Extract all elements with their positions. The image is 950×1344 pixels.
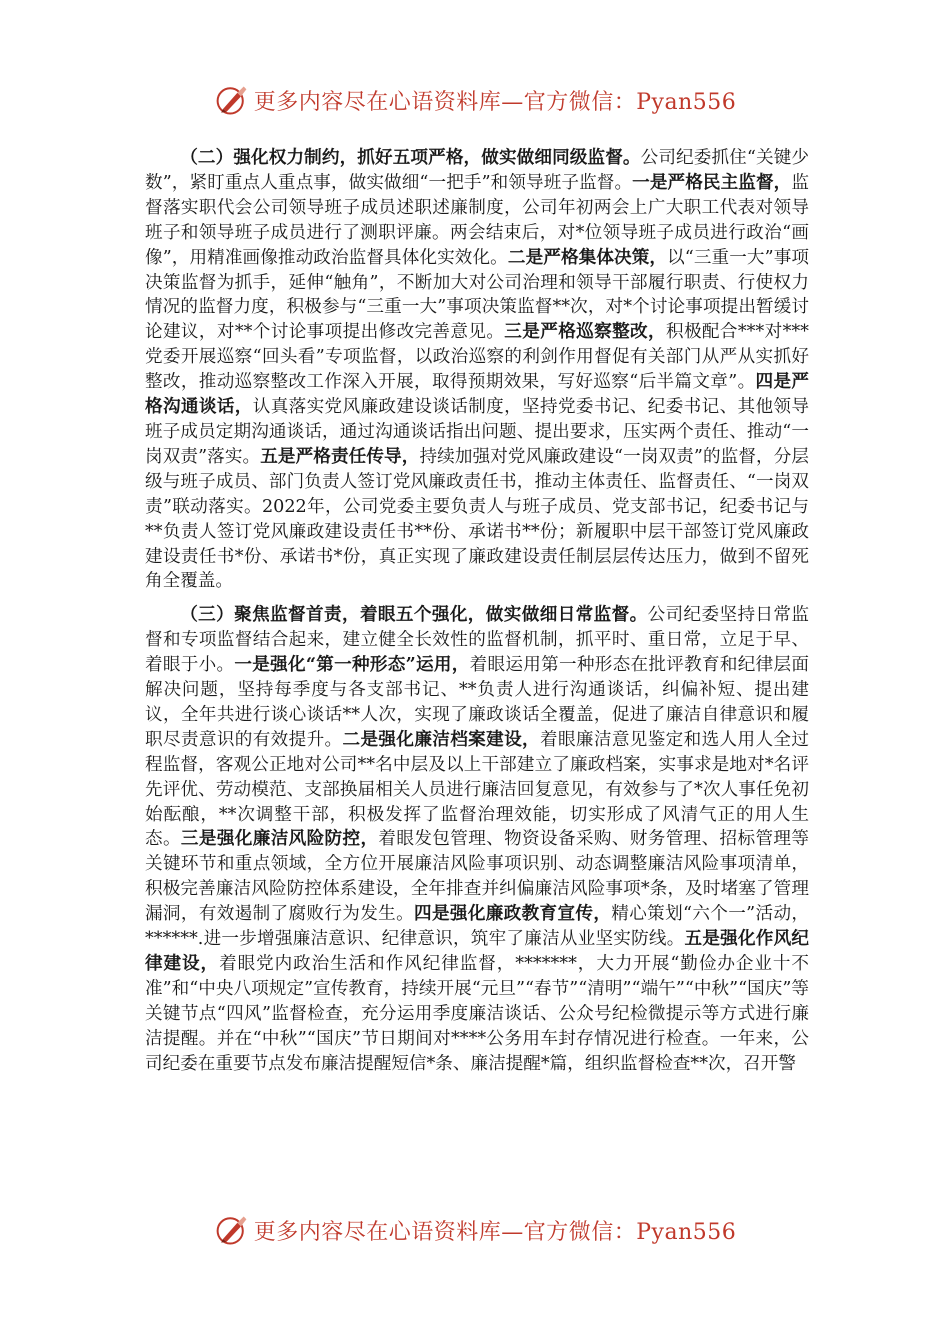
paragraph <box>145 146 809 594</box>
pen-logo-icon <box>214 1212 250 1248</box>
body-text: 认真落实党风廉政建设谈话制度，坚持党委书记、纪委书记、其他领导班子成员定期沟通谈话，通过沟通谈话指出问题、提出要求，压实两个责任、推动“一岗双责”落实。 <box>145 397 809 467</box>
paragraph <box>145 603 809 1076</box>
bold-heading: 五是强化作风纪律建设， <box>145 928 809 974</box>
bold-heading: 二是严格集体决策， <box>507 246 668 268</box>
body-text: 公司纪委抓住“关键少数”，紧盯重点人重点事，做实做细“一把手”和领导班子监督。 <box>145 148 809 193</box>
body-text: 着眼发包管理、物资设备采购、财务管理、招标管理等关键环节和重点领域，全方位开展廉洁风险事项识别、动态调整廉洁风险事项清单，积极完善廉洁风险防控体系建设，全年排查并纠偏廉洁风险事项*条，及时堵塞了管理漏洞，有效遏制了腐败行为发生。 <box>145 829 809 925</box>
body-text: 监督落实职代会公司领导班子成员述职述廉制度，公司年初两会上广大职工代表对领导班子和领导班子成员进行了测职评廉。两会结束后，对*位领导班子成员进行政治“画像”，用精准画像推动政治监督具体化实效化。 <box>145 172 809 268</box>
bold-heading: 三是强化廉洁风险防控， <box>180 828 379 850</box>
document-body <box>145 146 809 1086</box>
bold-heading: （三）聚焦监督首责，着眼五个强化，做实做细日常监督。 <box>180 604 648 626</box>
body-text: 着眼廉洁意见鉴定和选人用人全过程监督，客观公正地对公司**名中层及以上干部建立了廉政档案，实事求是地对*名评先评优、劳动模范、支部换届相关人员进行廉洁回复意见，有效参与了*次人事任免初始酝酿，**次调整干部，积极发挥了监督治理效能，切实形成了风清气正的用人生态。 <box>145 729 809 850</box>
bold-heading: 二是强化廉洁档案建设， <box>342 728 540 750</box>
watermark-banner-bottom <box>0 1210 950 1250</box>
pen-logo-icon <box>214 82 250 118</box>
body-text: 积极配合***对***党委开展巡察“回头看”专项监督，以政治巡察的利剑作用督促有关部门从严从实抓好整改，推动巡察整改工作深入开展，取得预期效果，写好巡察“后半篇文章”。 <box>145 322 809 393</box>
bold-heading: 四是严格沟通谈话， <box>145 371 809 418</box>
watermark-banner-top <box>0 80 950 120</box>
body-text: 着眼运用第一种形态在批评教育和纪律层面解决问题，坚持每季度与各支部书记、**负责人进行沟通谈话，纠偏补短、提出建议，全年共进行谈心谈话**人次，实现了廉政谈话全覆盖，促进了廉洁自律意识和履职尽责意识的有效提升。 <box>145 655 809 750</box>
bold-heading: 五是严格责任传导， <box>260 445 420 467</box>
body-text: 公司纪委坚持日常监督和专项监督结合起来，建立健全长效性的监督机制，抓平时、重日常，立足于早、着眼于小。 <box>145 605 809 676</box>
bold-heading: 三是严格巡察整改， <box>504 321 666 343</box>
body-text: 持续加强对党风廉政建设“一岗双责”的监督，分层级与班子成员、部门负责人签订党风廉政责任书，推动主体责任、监督责任、“一岗双责”联动落实。2022年，公司党委主要负责人与班子成员、党支部书记，纪委书记与**负责人签订党风廉政建设责任书**份、承诺书**份；新履职中层干部签订党风廉政建设责任书*份、承诺书*份，真正实现了廉政建设责任制层层传达压力，做到不留死角全覆盖。 <box>145 446 809 592</box>
watermark-text: 更多内容尽在心语资料库—官方微信：Pyan556 <box>253 1219 737 1245</box>
bold-heading: （二）强化权力制约，抓好五项严格，做实做细同级监督。 <box>180 147 641 168</box>
bold-heading: 四是强化廉政教育宣传， <box>414 903 612 925</box>
body-text: 精心策划“六个一”活动，******.进一步增强廉洁意识、纪律意识，筑牢了廉洁从业坚实防线。 <box>145 904 809 950</box>
body-text: 着眼党内政治生活和作风纪律监督，*******，大力开展“勤俭办企业十不准”和“中央八项规定”宣传教育，持续开展“元旦”“春节”“清明”“端午”“中秋”“国庆”等关键节点“四风”监督检查，充分运用季度廉洁谈话、公众号纪检微提示等方式进行廉洁提醒。并在“中秋”“国庆”节日期间对****公务用车封存情况进行检查。一年来，公司纪委在重要节点发布廉洁提醒短信*条、廉洁提醒*篇，组织监督检查**次，召开警 <box>145 954 809 1074</box>
bold-heading: 一是强化“第一种形态”运用， <box>234 654 470 676</box>
watermark-text: 更多内容尽在心语资料库—官方微信：Pyan556 <box>253 89 737 115</box>
bold-heading: 一是严格民主监督， <box>632 171 792 193</box>
body-text: 以“三重一大”事项决策监督为抓手，延伸“触角”，不断加大对公司治理和领导干部履行职责、行使权力情况的监督力度，积极参与“三重一大”事项决策监督**次，对*个讨论事项提出暂缓讨论建议，对**个讨论事项提出修改完善意见。 <box>145 247 809 343</box>
